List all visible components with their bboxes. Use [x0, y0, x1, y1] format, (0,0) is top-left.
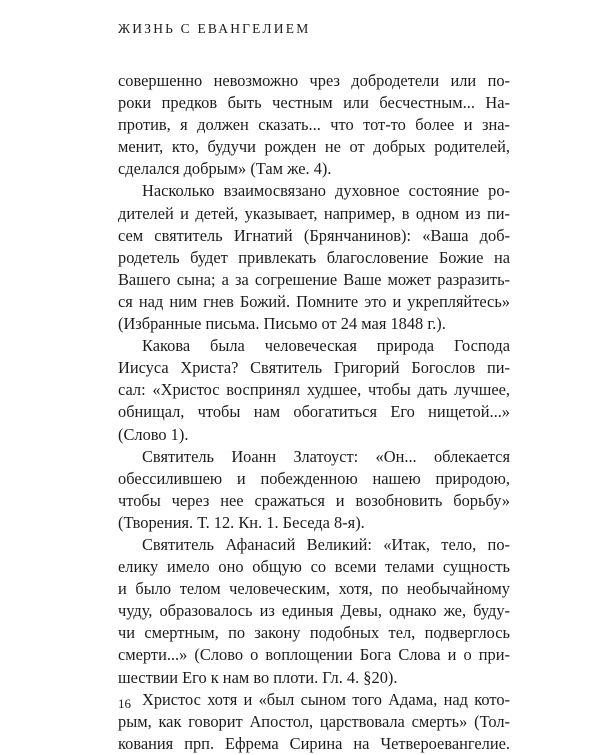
paragraph — [118, 180, 510, 335]
text-line: смерти...» (Слово о воплощении Бога Слова и о при- — [118, 645, 510, 665]
text-line: кования прп. Ефрема Сирина на Четвероевангелие. — [118, 733, 510, 753]
text-line: и было телом человеческим, хотя, по необычайному — [118, 579, 510, 599]
paragraph — [118, 335, 510, 445]
text-line: менит, кто, будучи рожден не от добрых родителей, — [118, 137, 510, 157]
text-line: ся над ним гнев Божий. Помните это и укрепляйтесь» — [118, 291, 510, 311]
text-line: чи смертным, по закону подобных тел, подверглось — [118, 623, 510, 643]
text-line: шествии Его к нам во плоти. Гл. 4. §20). — [118, 667, 398, 687]
text-line: против, я должен сказать... что тот-то более и зна- — [118, 115, 510, 135]
text-line: (Избранные письма. Письмо от 24 мая 1848 г.). — [118, 314, 446, 334]
text-line: обессилившею и побежденною нашею природою, — [118, 468, 510, 488]
body-text — [118, 70, 510, 755]
text-line: Святитель Афанасий Великий: «Итак, тело, по- — [142, 534, 510, 554]
text-line: сем святитель Игнатий (Брянчанинов): «Ваша доб- — [118, 225, 510, 245]
text-line: Вашего сына; а за согрешение Ваше может разразить- — [118, 269, 510, 289]
text-line: (Слово 1). — [118, 424, 189, 444]
text-line: сделался добрым» (Там же. 4). — [118, 159, 332, 179]
text-line: Иисуса Христа? Святитель Григорий Богослов пи- — [118, 358, 510, 378]
text-line: (Творения. Т. 12. Кн. 1. Беседа 8-я). — [118, 512, 365, 532]
text-line: сал: «Христос воспринял худшее, чтобы дать лучшее, — [118, 380, 510, 400]
paragraph — [118, 689, 510, 755]
text-line: рым, как говорит Апостол, царствовала смерть» (Тол- — [118, 711, 510, 731]
text-line: родетель будет привлекать благословение Божие на — [118, 247, 510, 267]
text-line: чтобы через нее сражаться и возобновить борьбу» — [118, 490, 510, 510]
text-line: чуду, образовалось из единыя Девы, однако же, буду- — [118, 601, 510, 621]
text-line: совершенно невозможно чрез добродетели или по- — [118, 71, 510, 90]
text-line: обнищал, чтобы нам обогатиться Его нищетой...» — [118, 402, 510, 422]
paragraph — [118, 534, 510, 689]
text-line: Насколько взаимосвязано духовное состояние ро- — [142, 181, 510, 201]
text-line: роки предков быть честным или бесчестным... На- — [118, 93, 510, 113]
text-line: Какова была человеческая природа Господа — [142, 336, 510, 356]
text-line: дителей и детей, указывает, например, в одном из пи- — [118, 203, 510, 223]
text-line: Святитель Иоанн Златоуст: «Он... облекается — [142, 446, 510, 466]
paragraph — [118, 70, 510, 180]
text-line: Христос хотя и «был сыном того Адама, над кото- — [142, 689, 510, 709]
paragraph — [118, 446, 510, 534]
text-line: елику имело оно общую со всеми телами сущность — [118, 557, 510, 577]
running-head: ЖИЗНЬ С ЕВАНГЕЛИЕМ — [118, 21, 311, 36]
page-number: 16 — [118, 696, 131, 711]
